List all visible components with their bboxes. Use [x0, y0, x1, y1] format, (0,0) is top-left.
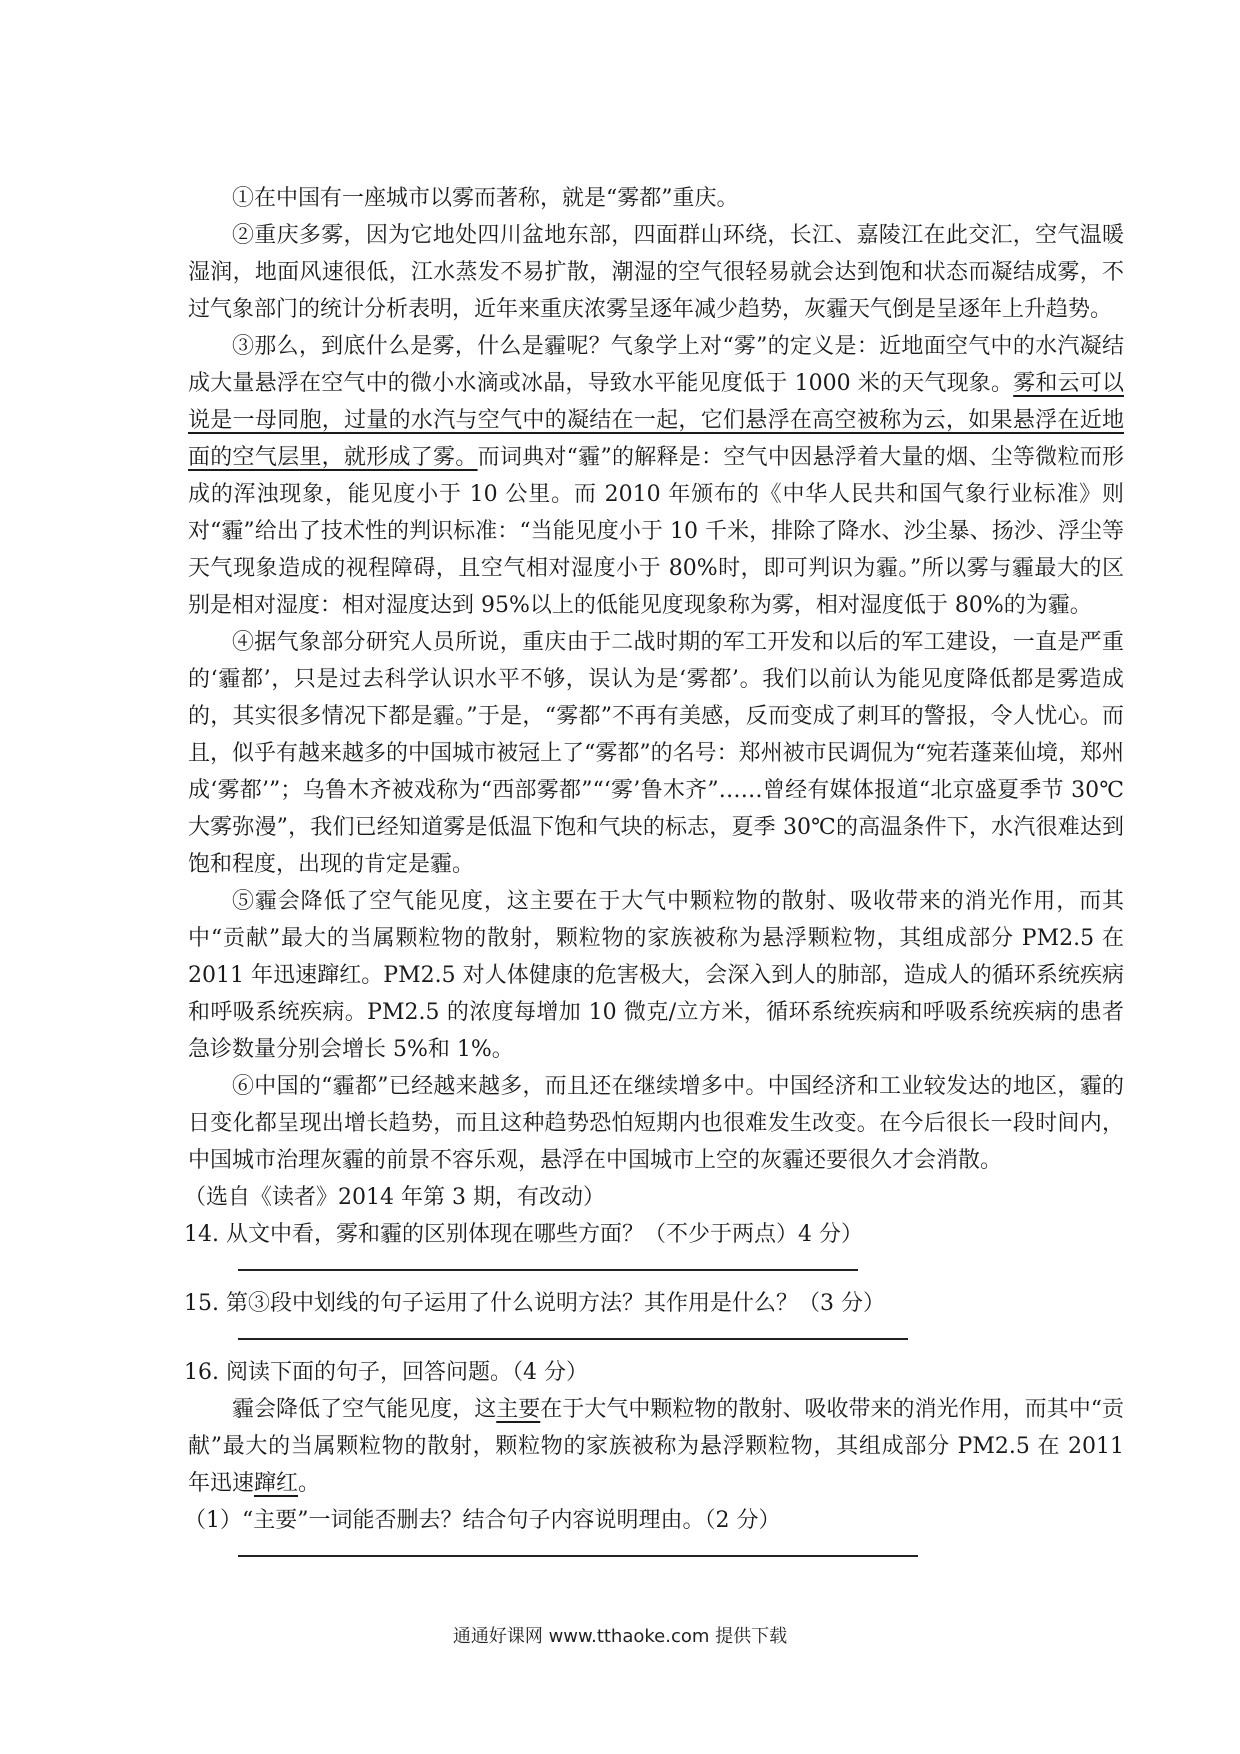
underlined-sentence: 雾和云可以说是一母同胞，过量的水汽与空气中的凝结在一起，它们悬浮在高空被称为云，如果悬浮在近地面的空气层里，就形成了雾。	[188, 371, 1124, 470]
quote-underlined-cuanhong: 蹿红	[254, 1471, 299, 1496]
quote-underlined-zhuyao: 主要	[496, 1397, 541, 1422]
source-note: （选自《读者》2014 年第 3 期，有改动）	[184, 1185, 605, 1210]
question-15: 15. 第③段中划线的句子运用了什么说明方法？其作用是什么？（3 分）	[184, 1291, 885, 1316]
paragraph-1: ①在中国有一座城市以雾而著称，就是“雾都”重庆。	[232, 186, 739, 211]
question-16: 16. 阅读下面的句子，回答问题。（4 分）	[184, 1360, 588, 1385]
quote-text-a: 霾会降低了空气能见度，这	[232, 1397, 497, 1422]
paragraph-3	[188, 328, 1124, 624]
paragraph-3-part-a: ③那么，到底什么是雾，什么是霾呢？气象学上对“雾”的定义是：近地面空气中的水汽凝结成大量悬浮在空气中的微小水滴或冰晶，导致水平能见度低于 1000 米的天气现象。	[188, 334, 1124, 396]
paragraph-2: ②重庆多雾，因为它地处四川盆地东部，四面群山环绕，长江、嘉陵江在此交汇，空气温暖湿润，地面风速很低，江水蒸发不易扩散，潮湿的空气很轻易就会达到饱和状态而凝结成雾，不过气象部门的统计分析表明，近年来重庆浓雾呈逐年减少趋势，灰霾天气倒是呈逐年上升趋势。	[188, 223, 1124, 322]
footer-source: 通通好课网 www.tthaoke.com 提供下载	[452, 1626, 788, 1647]
answer-line-14[interactable]	[238, 1269, 858, 1271]
quote-text-c: 。	[298, 1471, 321, 1496]
question-16-quote	[188, 1391, 1124, 1502]
answer-line-15[interactable]	[238, 1338, 908, 1340]
exam-page	[184, 180, 1124, 1557]
question-14: 14. 从文中看，雾和霾的区别体现在哪些方面？（不少于两点）4 分）	[184, 1222, 863, 1247]
answer-line-16-1[interactable]	[238, 1555, 918, 1557]
question-16-1: （1）“主要”一词能否删去？结合句子内容说明理由。（2 分）	[184, 1508, 781, 1533]
quote-text-b: 在于大气中颗粒物的散射、吸收带来的消光作用，而其中“贡献”最大的当属颗粒物的散射，颗粒物的家族被称为悬浮颗粒物，其组成部分 PM2.5 在 2011 年迅速	[188, 1397, 1124, 1496]
paragraph-4: ④据气象部分研究人员所说，重庆由于二战时期的军工开发和以后的军工建设，一直是严重的‘霾都’，只是过去科学认识水平不够，误认为是‘雾都’。我们以前认为能见度降低都是雾造成的，其实很多情况下都是霾。”于是，“雾都”不再有美感，反而变成了刺耳的警报，令人忧心。而且，似乎有越来越多的中国城市被冠上了“雾都”的名号：郑州被市民调侃为“宛若蓬莱仙境，郑州成‘雾都’”；乌鲁木齐被戏称为“西部雾都”“‘雾’鲁木齐”……曾经有媒体报道“北京盛夏季节 30℃大雾弥漫”，我们已经知道雾是低温下饱和气块的标志，夏季 30℃的高温条件下，水汽很难达到饱和程度，出现的肯定是霾。	[188, 630, 1124, 877]
paragraph-6: ⑥中国的“霾都”已经越来越多，而且还在继续增多中。中国经济和工业较发达的地区，霾的日变化都呈现出增长趋势，而且这种趋势恐怕短期内也很难发生改变。在今后很长一段时间内，中国城市治理灰霾的前景不容乐观，悬浮在中国城市上空的灰霾还要很久才会消散。	[188, 1074, 1124, 1173]
paragraph-5: ⑤霾会降低了空气能见度，这主要在于大气中颗粒物的散射、吸收带来的消光作用，而其中“贡献”最大的当属颗粒物的散射，颗粒物的家族被称为悬浮颗粒物，其组成部分 PM2.5 在 2011 年迅速蹿红。PM2.5 对人体健康的危害极大，会深入到人的肺部，造成人的循环系统疾病和呼吸系统疾病。PM2.5 的浓度每增加 10 微克/立方米，循环系统疾病和呼吸系统疾病的患者急诊数量分别会增长 5%和 1%。	[188, 889, 1124, 1062]
paragraph-3-part-c: 而词典对“霾”的解释是：空气中因悬浮着大量的烟、尘等微粒而形成的浑浊现象，能见度小于 10 公里。而 2010 年颁布的《中华人民共和国气象行业标准》则对“霾”给出了技术性的判识标准：“当能见度小于 10 千米，排除了降水、沙尘暴、扬沙、浮尘等天气现象造成的视程障碍，且空气相对湿度小于 80%时，即可判识为霾。”所以雾与霾最大的区别是相对湿度：相对湿度达到 95%以上的低能见度现象称为雾，相对湿度低于 80%的为霾。	[188, 445, 1124, 618]
